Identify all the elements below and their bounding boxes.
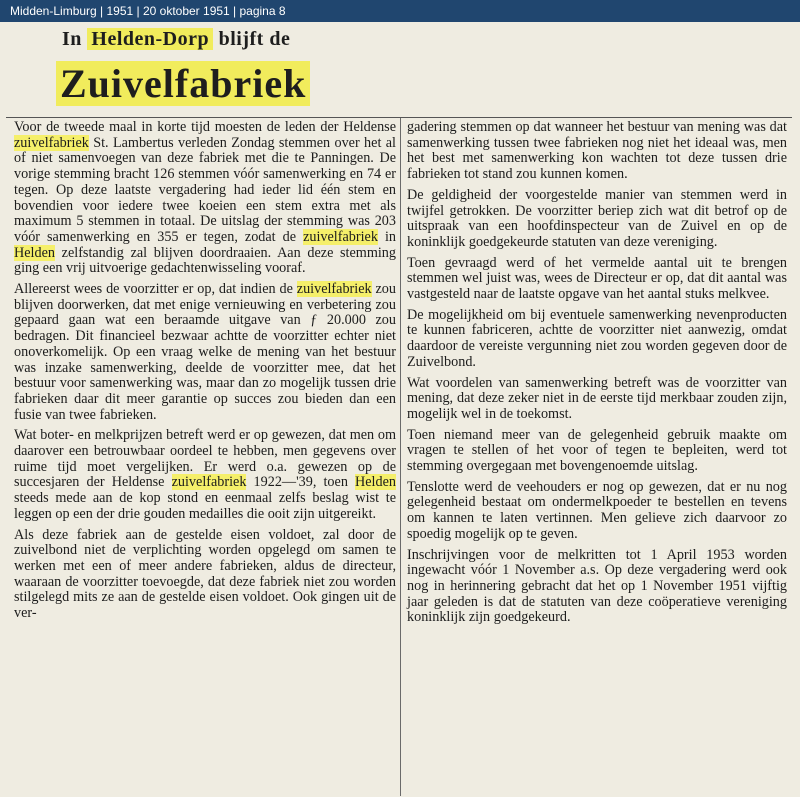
search-highlight: zuivelfabriek <box>14 134 89 151</box>
article-title <box>56 60 310 107</box>
headline-pre: In <box>62 28 88 50</box>
article-title-text: Zuivelfabriek <box>56 61 310 106</box>
headline-highlight: Helden-Dorp <box>87 28 213 50</box>
text-run: Allereerst wees de voorzitter er op, dat indien de <box>14 281 297 298</box>
paragraph <box>14 428 396 522</box>
column-left <box>14 120 396 627</box>
paragraph: De geldigheid der voorgestelde manier van stemmen werd in twijfel getrokken. De voorzitter beriep zich wat dit betrof op de uitspraak van een hoofdinspecteur van de Zuivel en op de koninklijk goedgekeurde statuten van deze vereniging. <box>407 186 787 250</box>
paragraph: Toen niemand meer van de gelegenheid gebruik maakte om vragen te stellen of het voor of tegen te bepleiten, werd tot stemming overgegaan met bovengenoemde uitslag. <box>407 426 787 475</box>
text-run: steeds mede aan de kop stond en eenmaal zelfs beslag wist te leggen op een der drie gouden medailles die ooit zijn uitgereikt. <box>14 490 396 522</box>
text-run: 1922—'39, toen <box>246 474 356 491</box>
search-highlight: zuivelfabriek <box>296 281 372 298</box>
text-run: Voor de tweede maal in korte tijd moesten de leden der Heldense <box>14 119 396 135</box>
text-run: St. Lambertus verleden Zondag stemmen over het al of niet samenvoegen van deze fabriek met die te Panningen. De vorige stemming bracht 126 stemmen vóór samenwerking en 74 er tegen. Op deze laatste vergadering had ieder lid één stem en bovendien voor iedere twee koeien een stem extra met als maximum 5 stemmen in totaal. De uitslag der stemming was 203 vóór samenwerking en 355 er tegen, zodat de <box>14 134 396 245</box>
paragraph: Wat voordelen van samenwerking betreft was de voorzitter van mening, dat deze zeker niet in de eerste tijd merkbaar zouden zijn, mogelijk wel in de toekomst. <box>407 374 787 422</box>
paragraph: gadering stemmen op dat wanneer het bestuur van mening was dat samenwerking tussen twee fabrieken nog niet het ideaal was, men het best met samenwerking kon wachten tot deze tussen drie fabrieken tot stand zou kunnen komen. <box>407 119 787 183</box>
paragraph: Als deze fabriek aan de gestelde eisen voldoet, zal door de zuivelbond niet de verplichting worden opgelegd om samen te werken met een of meer andere fabrieken, aldus de directeur, waaraan de voorzitter toevoegde, dat deze fabriek niet zou worden stilgelegd mits ze aan de gestelde eisen voldoet. Ook gingen uit de ver- <box>14 526 396 622</box>
newspaper-clipping <box>0 22 800 797</box>
text-run: zou blijven doorwerken, dat met enige vernieuwing en verbetering zou gepaard gaan wat een beraamde uitgave van ƒ 20.000 zou bedragen. Dit financieel bezwaar achtte de voorzitter echter niet onoverkomelijk. Op een vraag welke de mening van het bestuur was inzake samenwerking, deelde de voorzitter mee, dat het bestuur voor samenwerking was, maar dan zo mogelijk tussen drie fabrieken daar dit meer garantie op succes zou bieden dan een fusie van twee fabrieken. <box>14 281 396 423</box>
paragraph <box>14 282 396 423</box>
headline <box>62 28 290 51</box>
column-right <box>407 120 787 631</box>
breadcrumb: Midden-Limburg | 1951 | 20 oktober 1951 | pagina 8 <box>0 0 800 22</box>
paragraph: Tenslotte werd de veehouders er nog op gewezen, dat er nu nog gelegenheid bestaat om ondermelkpoeder te bestellen en tevens om kannen te laten vertinnen. Men gelieve zich daarvoor zo spoedig mogelijk op te geven. <box>407 478 787 542</box>
search-highlight: Helden <box>355 474 396 491</box>
header-rule <box>6 117 792 118</box>
search-highlight: zuivelfabriek <box>171 474 247 491</box>
text-run: Wat boter- en melkprijzen betreft werd er op gewezen, dat men om daarover een betrouwbaar oordeel te hebben, men gegevens over ruime tijd moet vergelijken. Er werd o.a. gewezen op de succesjaren der Heldense <box>14 427 396 491</box>
text-run: in <box>377 228 396 245</box>
paragraph <box>14 120 396 277</box>
paragraph: De mogelijkheid om bij eventuele samenwerking nevenproducten te kunnen fabriceren, achtte de voorzitter niet aanwezig, omdat daardoor de vereiste vergunning niet zou worden gegeven door de Zuivelbond. <box>407 306 787 370</box>
text-run: zelfstandig zal blijven doordraaien. Aan deze stemming ging een vrij uitvoerige gedachtenwisseling vooraf. <box>14 244 396 277</box>
column-divider <box>400 118 401 796</box>
search-highlight: Helden <box>14 244 55 261</box>
headline-post: blijft de <box>213 28 291 50</box>
paragraph: Inschrijvingen voor de melkritten tot 1 April 1953 worden ingewacht vóór 1 November a.s. Op deze vergadering werd ook nog in herinnering gebracht dat het op 1 November 1951 vijftig jaar geleden is dat de statuten van deze coöperatieve vereniging koninklijk zijn goedgekeurd. <box>407 546 787 626</box>
search-highlight: zuivelfabriek <box>303 228 378 245</box>
paragraph: Toen gevraagd werd of het vermelde aantal uit te brengen stemmen wel juist was, wees de Directeur er op, dat dit aantal was vastgesteld naar de laatste opgave van het aantal stuks melkvee. <box>407 254 787 303</box>
